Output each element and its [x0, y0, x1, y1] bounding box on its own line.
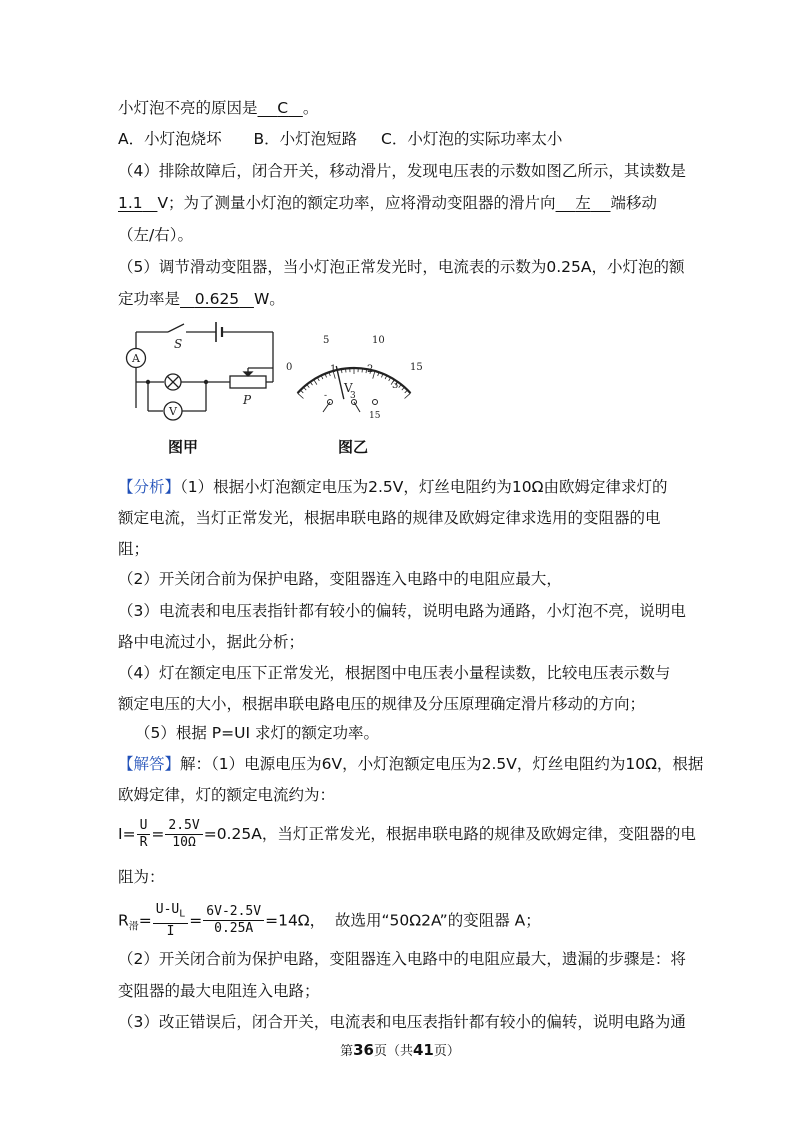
solution-l1: 【解答】解：（1）电源电压为6V，小灯泡额定电压为2.5V，灯丝电阻约为10Ω，根据: [118, 755, 704, 773]
dial-tick: [298, 393, 304, 398]
q4-reading: 1.1: [118, 194, 143, 212]
q4-direction: 左: [575, 194, 591, 212]
fraction-u-over-r: $\frac{U}{R}$: [137, 818, 151, 851]
terminal-neg: -: [324, 391, 328, 401]
dial-tick: [399, 384, 401, 387]
fraction-values: $\frac{2.5V}{10\Omega}$: [165, 818, 202, 851]
scale-label-0: 0: [286, 362, 293, 373]
scale-label-2: 2: [367, 364, 374, 375]
slider-label: P: [243, 393, 252, 407]
q4-direction-blank: [556, 194, 611, 212]
analysis-l3: 阻；: [118, 540, 150, 558]
dial-tick: [314, 380, 317, 385]
solution-l6: （3）改正错误后，闭合开关，电流表和电压表指针都有较小的偏转，说明电路为通: [118, 1013, 686, 1031]
q5-line2: [118, 288, 285, 310]
scale-label-5: 5: [323, 335, 330, 346]
analysis-l6: 路中电流过小，据此分析；: [118, 633, 305, 651]
switch-lever: [168, 324, 184, 332]
page-number: 36: [353, 1041, 374, 1059]
page-footer: 第36页（共41页）: [340, 1041, 460, 1059]
caption-jia: 图甲: [168, 438, 199, 456]
scale-label-15: 15: [410, 362, 423, 373]
voltmeter-label: V: [169, 405, 177, 418]
terminal-3: 3: [350, 391, 356, 401]
q4-line2: [118, 192, 657, 214]
q4-line1: （4）排除故障后，闭合开关，移动滑片，发现电压表的示数如图乙所示，其读数是: [118, 162, 686, 180]
caption-yi: 图乙: [338, 438, 369, 456]
q3-option-b: B．小灯泡短路: [253, 130, 358, 148]
q4-reading-blank: [118, 194, 157, 212]
terminal-15: 15: [369, 411, 381, 421]
equation-current: I= $\frac{U}{R}$ = $\frac{2.5V}{10\Omega}$ =0.25A，当灯正常发光，根据串联电路的规律及欧姆定律，变阻器的电: [118, 818, 696, 850]
dial-tick: [402, 387, 405, 390]
meter-needle: [336, 366, 344, 399]
q3-line: [118, 97, 318, 119]
q5-answer: 0.625: [194, 290, 240, 308]
analysis-tag: 【分析】: [118, 478, 181, 496]
q4-mid: V；为了测量小灯泡的额定功率，应将滑动变阻器的滑片向: [157, 194, 556, 212]
q5-line1: （5）调节滑动变阻器，当小灯泡正常发光时，电流表的示数为0.25A，小灯泡的额: [118, 258, 685, 276]
analysis-l1: 【分析】（1）根据小灯泡额定电压为2.5V，灯丝电阻约为10Ω由欧姆定律求灯的: [118, 478, 668, 496]
fraction-voltage-over-current: $\frac{U-U_L}{I}$: [153, 902, 189, 940]
dial-tick: [405, 390, 408, 393]
analysis-l9: （5）根据 P=UI 求灯的额定功率。: [135, 724, 379, 742]
q5-suffix: W。: [253, 290, 285, 308]
solution-l2: 欧姆定律，灯的额定电流约为：: [118, 786, 336, 804]
analysis-l5: （3）电流表和电压表指针都有较小的偏转，说明电路为通路，小灯泡不亮，说明电: [118, 602, 686, 620]
q3-option-c: C．小灯泡的实际功率太小: [381, 130, 563, 148]
dial-tick: [304, 387, 307, 390]
analysis-l7: （4）灯在额定电压下正常发光，根据图中电压表小量程读数，比较电压表示数与: [118, 664, 671, 682]
scale-label-10: 10: [372, 335, 385, 346]
dial-tick: [307, 384, 309, 387]
equation-resistance: $R_滑=$ $\frac{U-U_L}{I}$ = $\frac{6V-2.5V}{0.25A}$ =14Ω， 故选用“50Ω2A”的变阻器 A；: [118, 902, 541, 939]
q3-answer: C: [277, 99, 289, 117]
analysis-l2: 额定电流，当灯正常发光，根据串联电路的规律及欧姆定律求选用的变阻器的电: [118, 509, 661, 527]
q4-line3: （左/右）。: [118, 226, 193, 244]
q3-options: [118, 128, 562, 150]
switch-label: S: [174, 337, 183, 351]
dial-tick: [300, 390, 303, 393]
meter-unit: V: [344, 381, 353, 395]
solution-tag: 【解答】: [118, 755, 181, 773]
q3-option-a: A．小灯泡烧坏: [118, 130, 222, 148]
dial-tick: [405, 393, 411, 398]
q4-end: 端移动: [610, 194, 658, 212]
scale-label-3: 3: [392, 380, 399, 391]
analysis-l4: （2）开关闭合前为保护电路，变阻器连入电路中的电阻应最大，: [118, 570, 562, 588]
page-total: 41: [413, 1041, 434, 1059]
scale-label-1: 1: [330, 364, 337, 375]
solution-l3: 阻为：: [118, 868, 165, 886]
circuit-diagram: [118, 318, 288, 430]
voltmeter-dial: [280, 326, 430, 426]
analysis-l8: 额定电压的大小，根据串联电路电压的规律及分压原理确定滑片移动的方向；: [118, 695, 646, 713]
ammeter-label: A: [132, 352, 140, 365]
fraction-values-2: $\frac{6V-2.5V}{0.25A}$: [203, 904, 264, 937]
q3-suffix: 。: [302, 99, 319, 117]
q3-answer-blank: [258, 99, 303, 117]
q3-prefix: 小灯泡不亮的原因是: [118, 99, 258, 117]
q5-prefix: 定功率是: [118, 290, 181, 308]
solution-l4: （2）开关闭合前为保护电路，变阻器连入电路中的电阻应最大，遗漏的步骤是：将: [118, 950, 686, 968]
solution-l5: 变阻器的最大电阻连入电路；: [118, 982, 320, 1000]
q5-answer-blank: [180, 290, 254, 308]
